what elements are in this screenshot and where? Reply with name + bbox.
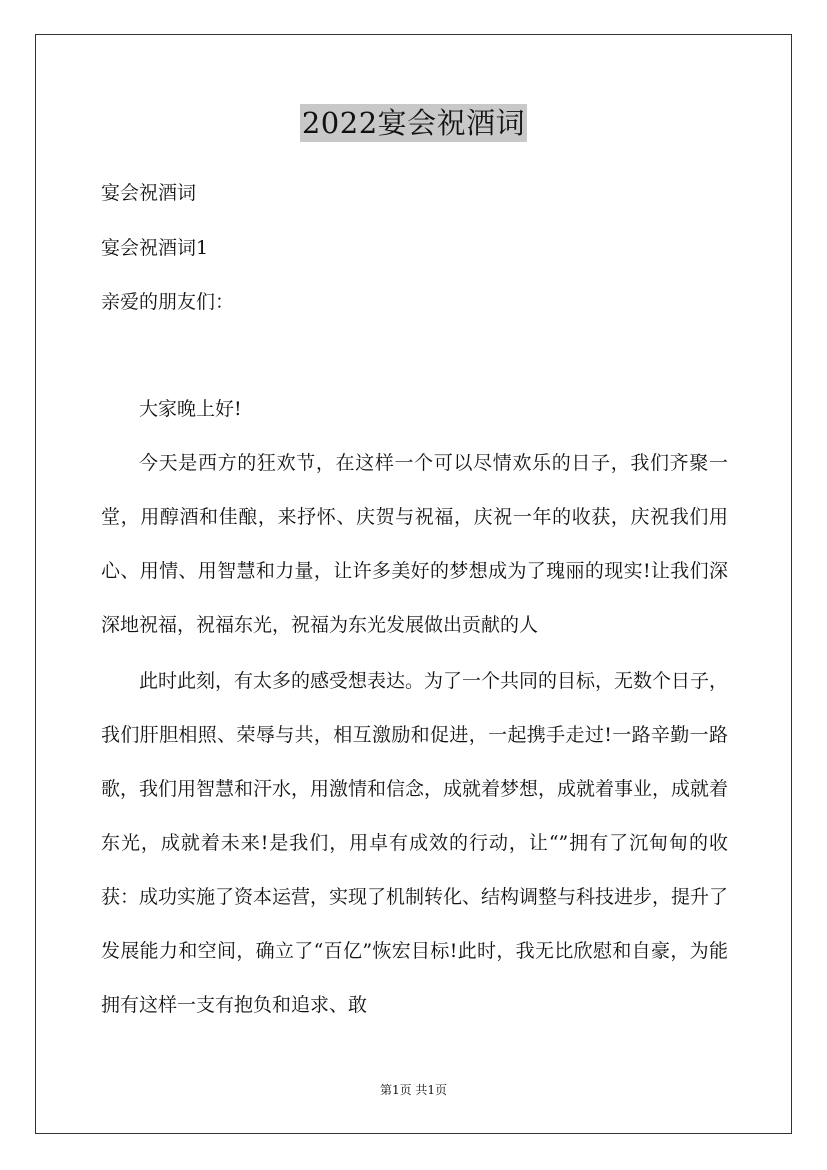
page-footer: 第1页 共1页 [379, 1083, 448, 1097]
document-title: 2022宴会祝酒词 [301, 106, 526, 140]
title-container [0, 104, 827, 142]
heading-line-2: 宴会祝酒词1 [101, 237, 209, 259]
paragraph-2: 此时此刻，有太多的感受想表达。为了一个共同的目标，无数个日子，我们肝胆相照、荣辱与共，相互激励和促进，一起携手走过!一路辛勤一路歌，我们用智慧和汗水，用激情和信念，成就着梦想，成就着事业，成就着东光，成就着未来!是我们，用卓有成效的行动，让“”拥有了沉甸甸的收获：成功实施了资本运营，实现了机制转化、结构调整与科技进步，提升了发展能力和空间，确立了“百亿”恢宏目标!此时，我无比欣慰和自豪，为能拥有这样一支有抱负和追求、敢 [101, 670, 729, 1016]
salutation: 亲爱的朋友们： [101, 291, 235, 313]
heading-line-1: 宴会祝酒词 [101, 182, 197, 204]
paragraph-greeting: 大家晚上好! [139, 398, 242, 420]
paragraph-1: 今天是西方的狂欢节，在这样一个可以尽情欢乐的日子，我们齐聚一堂，用醇酒和佳酿，来抒怀、庆贺与祝福，庆祝一年的收获，庆祝我们用心、用情、用智慧和力量，让许多美好的梦想成为了瑰丽的现实!让我们深深地祝福，祝福东光，祝福为东光发展做出贡献的人 [101, 452, 728, 636]
